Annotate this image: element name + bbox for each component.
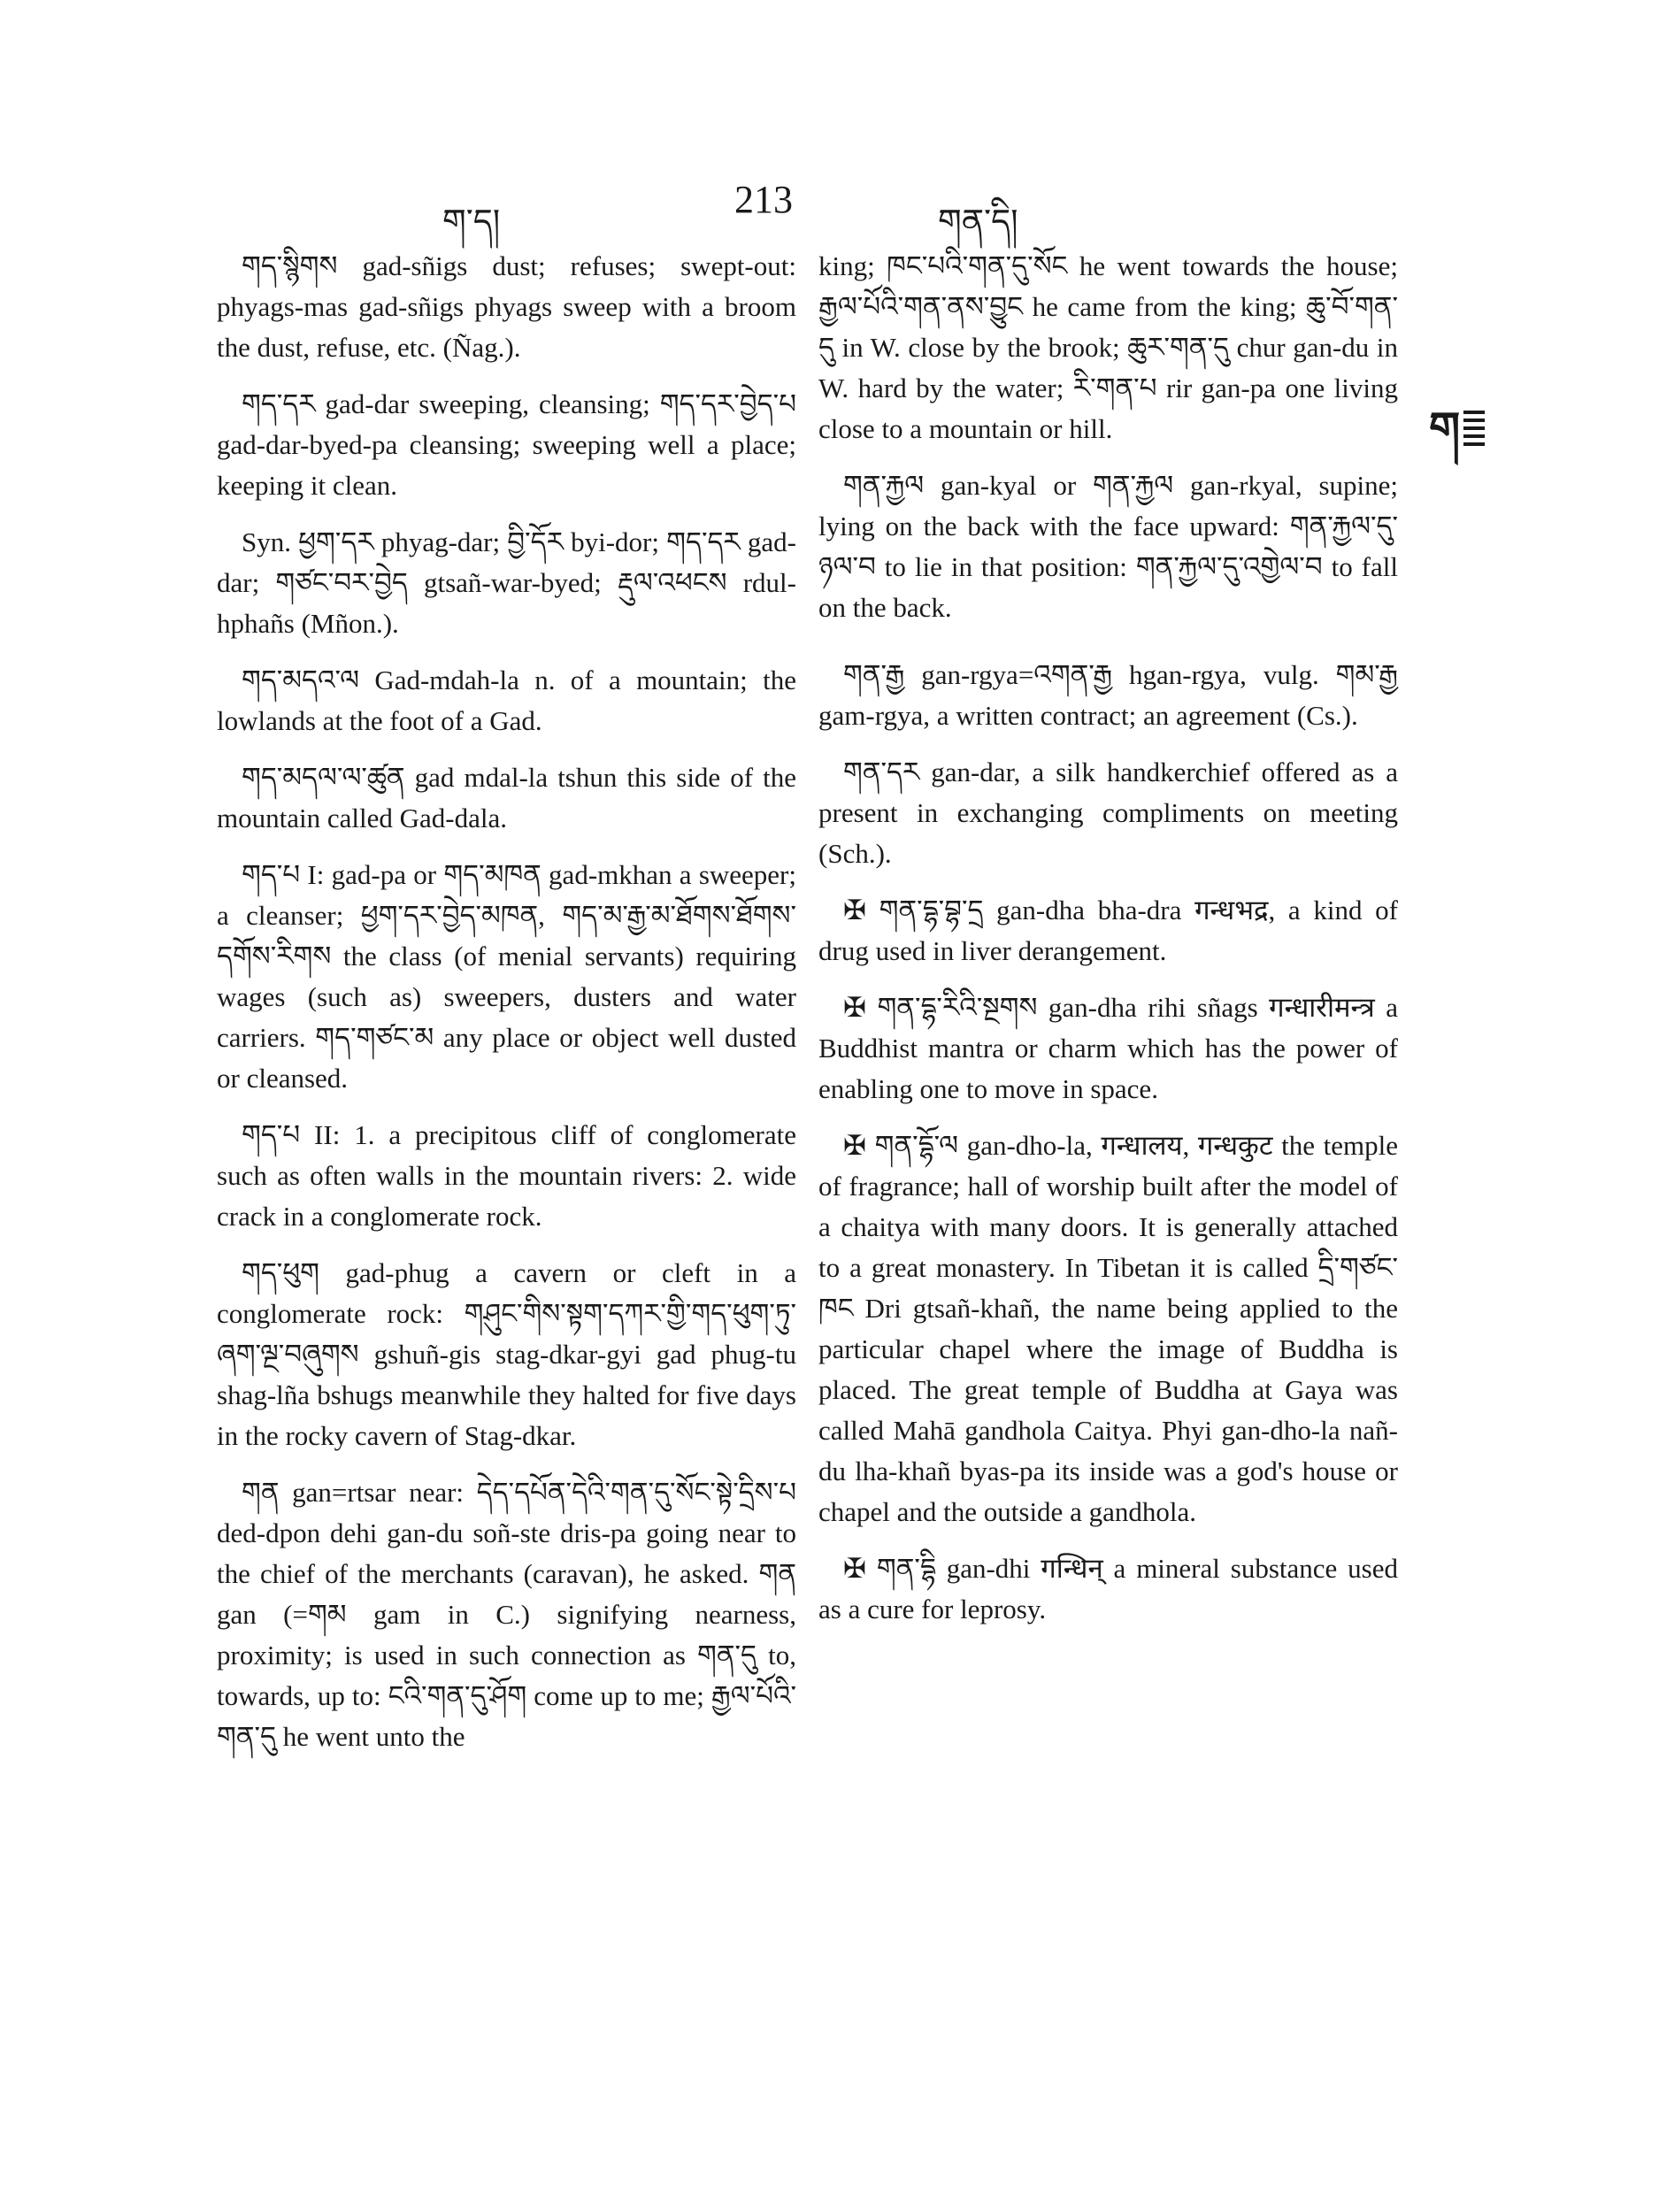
entry-gan-dha-rihi-snags: ✠ གན་དྷ་རིའི་སྔགས gan-dha rihi sñags गन्धारीमन्त्र a Buddhist mantra or charm which has the power of enabling one to move in space. xyxy=(818,992,1398,1104)
entry-gad-mdah-la: གད་མདའ་ལ Gad-mdah-la n. of a mountain; the lowlands at the foot of a Gad. xyxy=(217,664,796,736)
entry-gan-dho-la: ✠ གན་དྷོ་ལ gan-dho-la, गन्धालय, गन्धकुट the temple of fragrance; hall of worship built after the model of a chaitya with many doors. It is generally attached to a great monastery. In Tibetan it is called དྲི་གཙང་ཁང Dri gtsañ-khañ, the name being applied to the particular chapel where the image of Buddha is placed. The great temple of Buddha at Gaya was called Mahā gandhola Caitya. Phyi gan-dho-la nañ-du lha-khañ byas-pa its inside was a god's house or chapel and the outside a gandhola. xyxy=(818,1130,1398,1527)
right-running-head: གན་དི། xyxy=(938,202,1018,241)
page-number: 213 xyxy=(734,178,793,221)
entry-gan: གན gan=rtsar near: དེད་དཔོན་དེའི་གན་དུ་སོང་སྟེ་དྲིས་པ ded-dpon dehi gan-du soñ-ste dris-pa going near to the chief of the merchants (caravan), he asked. གན gan (=གམ gam in C.) signifying nearness, proximity; is used in such connection as གན་དུ to, towards, up to: ངའི་གན་དུ་ཤོག come up to me; རྒྱལ་པོའི་གན་དུ he went unto the xyxy=(217,1477,796,1752)
right-column xyxy=(818,246,1398,1646)
entry-gad-pa-2: གད་པ II: 1. a precipitous cliff of conglomerate such as often walls in the mountain rivers: 2. wide crack in a conglomerate rock. xyxy=(217,1119,796,1232)
thumb-index-glyph: ག xyxy=(1429,403,1461,454)
entry-gan-dhi: ✠ གན་དྷི gan-dhi गन्धिन् a mineral substance used as a cure for leprosy. xyxy=(818,1553,1398,1624)
left-column xyxy=(217,246,796,1773)
thumb-index-tab xyxy=(1429,396,1510,460)
entry-gan-continued: king; ཁང་པའི་གན་དུ་སོང he went towards the house; རྒྱལ་པོའི་གན་ནས་བྱུང he came from the king; ཆུ་བོ་གན་དུ in W. close by the brook; ཆུར་གན་དུ chur gan-du in W. hard by the water; རི་གན་པ rir gan-pa one living close to a mountain or hill. xyxy=(818,250,1398,444)
left-running-head: ག་ད། xyxy=(442,202,501,241)
entry-gad-snigs: གད་སྙིགས gad-sñigs dust; refuses; swept-out: phyags-mas gad-sñigs phyags sweep with a broom the dust, refuse, etc. (Ñag.). xyxy=(217,250,796,363)
entry-gad-pa-1: གད་པ I: gad-pa or གད་མཁན gad-mkhan a sweeper; a cleanser; ཕྱག་དར་བྱེད་མཁན, གད་མ་རྒྱ་མ་ཐོགས་ཐོགས་དགོས་རིགས the class (of menial servants) requiring wages (such as) sweepers, dusters and water carriers. གད་གཙང་མ any place or object well dusted or cleansed. xyxy=(217,859,796,1094)
page-header xyxy=(0,177,1659,241)
entry-gan-dha-bha-dra: ✠ གན་དྷ་བྷ་དྲ gan-dha bha-dra गन्धभद्र, a kind of drug used in liver derangement. xyxy=(818,895,1398,966)
entry-gan-kyal: གན་རྐྱལ gan-kyal or གན་རྐྱལ gan-rkyal, supine; lying on the back with the face upward: གན་རྐྱལ་དུ་ཉལ་བ to lie in that position: གན་རྐྱལ་དུ་འགྱེལ་བ to fall on the back. xyxy=(818,470,1398,623)
entry-synonyms: Syn. ཕྱག་དར phyag-dar; བྱི་དོར byi-dor; གད་དར gad-dar; གཙང་བར་བྱེད gtsañ-war-byed; རྡུལ་འཕངས rdul-hphañs (Mñon.). xyxy=(217,526,796,639)
entry-gad-phug: གད་ཕུག gad-phug a cavern or cleft in a conglomerate rock: གཤུང་གིས་སྟག་དཀར་གྱི་གད་ཕུག་ཏུ་ཞག་ལྔ་བཞུགས gshuñ-gis stag-dkar-gyi gad phug-tu shag-lña bshugs meanwhile they halted for five days in the rocky cavern of Stag-dkar. xyxy=(217,1257,796,1451)
entry-gan-dar: གན་དར gan-dar, a silk handkerchief offered as a present in exchanging compliments on meeting (Sch.). xyxy=(818,757,1398,869)
entry-gan-rgya: གན་རྒྱ gan-rgya=འགན་རྒྱ hgan-rgya, vulg. གམ་རྒྱ gam-rgya, a written contract; an agreement (Cs.). xyxy=(818,659,1398,731)
entry-gad-dar: གད་དར gad-dar sweeping, cleansing; གད་དར་བྱེད་པ gad-dar-byed-pa cleansing; sweeping well a place; keeping it clean. xyxy=(217,388,796,501)
thumb-index-lines xyxy=(1463,411,1485,446)
entry-gad-mdal-la: གད་མདལ་ལ་ཚུན gad mdal-la tshun this side of the mountain called Gad-dala. xyxy=(217,762,796,833)
